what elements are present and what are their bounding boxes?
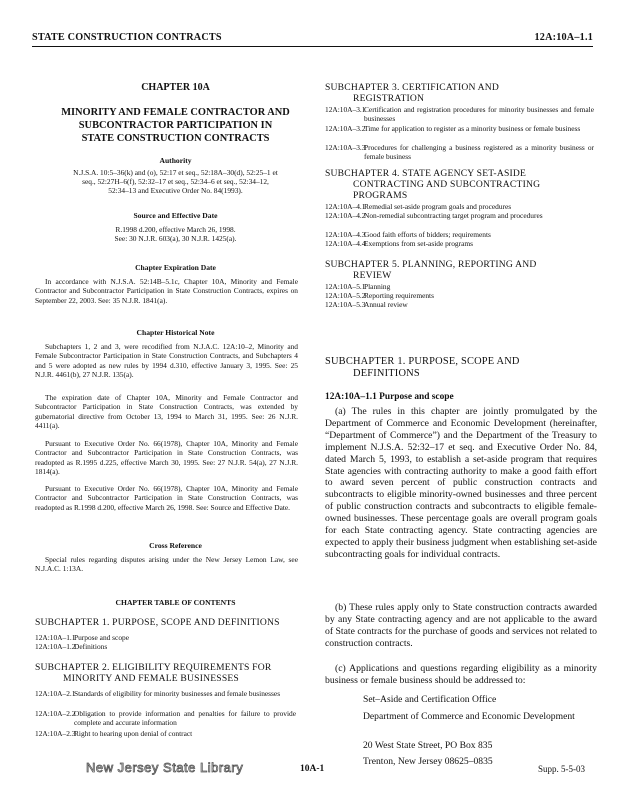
source-heading: Source and Effective Date — [133, 211, 218, 220]
authority-line-3: 52:34–13 and Executive Order No. 84(1993). — [108, 186, 243, 195]
subchapter-1-heading-line-2: DEFINITIONS — [353, 368, 420, 379]
paragraph-c: (c) Applications and questions regarding eligibility as a minority business or female business should be addressed to: — [325, 663, 597, 686]
paragraph-b: (b) These rules apply only to State construction contracts awarded by any State contracting agency and are not applicable to the award of State contracts for the purchase of goods and services not related to construction contracts. — [325, 602, 597, 649]
toc-subchapter-2-line-2: MINORITY AND FEMALE BUSINESSES — [63, 673, 239, 684]
address-line-4: Trenton, New Jersey 08625–0835 — [363, 756, 493, 767]
toc-item-number: 12A:10A–5.1 — [325, 282, 366, 291]
toc-subchapter-4-line-3: PROGRAMS — [353, 190, 408, 201]
toc-item-number: 12A:10A–2.1 — [35, 689, 76, 698]
history-paragraph-1: Subchapters 1, 2 and 3, were recodified from N.J.A.C. 12A:10–2, Minority and Female Subcontractor Participation in State Construction Contracts, and Subchapters 4 and 5 were adopted as new rules by 1994 d.310, effective January 3, 1995. See: 25 N.J.R. 4461(b), 27 N.J.R. 135(a). — [35, 342, 298, 380]
toc-item-number: 12A:10A–2.2 — [35, 709, 76, 718]
authority-heading: Authority — [159, 156, 192, 165]
cross-reference-text: Special rules regarding disputes arising under the New Jersey Lemon Law, see N.J.A.C. 1:13A. — [35, 555, 298, 574]
expiration-heading: Chapter Expiration Date — [135, 263, 216, 272]
toc-item-number: 12A:10A–3.2 — [325, 124, 366, 133]
toc-subchapter-5-line-2: REVIEW — [353, 270, 392, 281]
header-section-number: 12A:10A–1.1 — [534, 32, 593, 43]
toc-subchapter-3-line-1: SUBCHAPTER 3. CERTIFICATION AND — [325, 82, 500, 93]
toc-subchapter-1: SUBCHAPTER 1. PURPOSE, SCOPE AND DEFINITIONS — [35, 617, 280, 628]
toc-item-title: Purpose and scope — [74, 633, 130, 642]
source-line-1: R.1998 d.200, effective March 26, 1998. — [115, 225, 236, 234]
history-paragraph-3: Pursuant to Executive Order No. 66(1978), Chapter 10A, Minority and Female Contractor and Subcontractor Participation in State Construction Contracts, was readopted as R.1995 d.225, effective March 30, 1995. See: 27 N.J.R. 54(a), 27 N.J.R. 1814(a). — [35, 439, 298, 477]
toc-subchapter-2-line-1: SUBCHAPTER 2. ELIGIBILITY REQUIREMENTS FOR — [35, 662, 272, 673]
toc-item-title: Non-remedial subcontracting target program and procedures — [364, 211, 543, 220]
paragraph-a: (a) The rules in this chapter are jointly promulgated by the Department of Commerce and Economic Development (hereinafter, “Department of Commerce”) and the Department of the Treasury to implement N.J.S.A. 52:32–17 et seq. and Executive Order No. 84, dated March 5, 1993, to establish a set-aside program that requires State agencies with contracting authority to make a good faith effort to award seven percent of public construction contracts and subcontracts to eligible minority-owned businesses and three percent of public construction contracts and subcontracts to eligible female-owned businesses. These percentage goals are overall program goals for each State contracting agency. State contracting agencies are expected to apply their business judgment when establishing set-aside subcontracting goals for individual contracts. — [325, 406, 597, 560]
toc-item-number: 12A:10A–1.1 — [35, 633, 76, 642]
library-watermark: New Jersey State Library — [86, 760, 244, 775]
history-paragraph-2: The expiration date of Chapter 10A, Minority and Female Contractor and Subcontractor Participation in State Construction Contracts, was extended by gubernatorial directive from October 13, 1994 to March 31, 1995. See: 26 N.J.R. 4411(a). — [35, 393, 298, 431]
chapter-number: CHAPTER 10A — [141, 82, 210, 93]
toc-item-number: 12A:10A–4.1 — [325, 202, 366, 211]
chapter-title-line-3: STATE CONSTRUCTION CONTRACTS — [81, 133, 270, 144]
section-heading: 12A:10A–1.1 Purpose and scope — [325, 392, 454, 402]
toc-item-title: Annual review — [364, 300, 408, 309]
toc-item-number: 12A:10A–3.3 — [325, 143, 366, 152]
authority-line-1: N.J.S.A. 10:5–36(k) and (o), 52:17 et seq., 52:18A–30(d), 52:25–1 et — [73, 168, 278, 177]
toc-item-title: Procedures for challenging a business registered as a minority business or female business — [364, 143, 594, 161]
toc-item-number: 12A:10A–5.2 — [325, 291, 366, 300]
toc-item-title: Standards of eligibility for minority businesses and female businesses — [74, 689, 281, 698]
address-line-3: 20 West State Street, PO Box 835 — [363, 740, 493, 751]
running-header — [32, 30, 593, 47]
toc-item-number: 12A:10A–4.3 — [325, 230, 366, 239]
toc-item-number: 12A:10A–1.2 — [35, 642, 76, 651]
toc-subchapter-4-line-2: CONTRACTING AND SUBCONTRACTING — [353, 179, 541, 190]
toc-item-title: Exemptions from set-aside programs — [364, 239, 473, 248]
page-number: 10A-1 — [300, 764, 325, 774]
toc-item-number: 12A:10A–3.1 — [325, 105, 366, 114]
toc-item-title: Certification and registration procedures for minority businesses and female businesses — [364, 105, 594, 123]
toc-item-title: Definitions — [74, 642, 108, 651]
chapter-title-line-2: SUBCONTRACTOR PARTICIPATION IN — [78, 120, 273, 131]
toc-item-title: Reporting requirements — [364, 291, 434, 300]
history-heading: Chapter Historical Note — [136, 328, 215, 337]
toc-item-number: 12A:10A–2.3 — [35, 729, 76, 738]
toc-item-number: 12A:10A–4.2 — [325, 211, 366, 220]
history-paragraph-4: Pursuant to Executive Order No. 66(1978), Chapter 10A, Minority and Female Contractor and Subcontractor Participation in State Construction Contracts, was readopted as R.1998 d.200, effective March 26, 1998. See: Source and Effective Date. — [35, 484, 298, 512]
supplement-date: Supp. 5-5-03 — [538, 764, 585, 774]
toc-item-number: 12A:10A–4.4 — [325, 239, 366, 248]
chapter-title-line-1: MINORITY AND FEMALE CONTRACTOR AND — [61, 107, 290, 118]
toc-item-title: Planning — [364, 282, 391, 291]
toc-item-title: Good faith efforts of bidders; requirements — [364, 230, 491, 239]
toc-heading: CHAPTER TABLE OF CONTENTS — [115, 598, 236, 607]
authority-line-2: seq., 52:27H–6(f), 52:32–17 et seq., 52:34–6 et seq., 52:34–12, — [82, 177, 269, 186]
toc-subchapter-3-line-2: REGISTRATION — [353, 93, 425, 104]
toc-item-title: Obligation to provide information and penalties for failure to provide complete and accurate information — [74, 709, 296, 727]
cross-reference-heading: Cross Reference — [149, 541, 202, 550]
toc-subchapter-5-line-1: SUBCHAPTER 5. PLANNING, REPORTING AND — [325, 259, 537, 270]
source-line-2: See: 30 N.J.R. 603(a), 30 N.J.R. 1425(a). — [114, 234, 237, 243]
toc-item-title: Right to hearing upon denial of contract — [74, 729, 193, 738]
toc-item-title: Remedial set-aside program goals and procedures — [364, 202, 512, 211]
subchapter-1-heading-line-1: SUBCHAPTER 1. PURPOSE, SCOPE AND — [325, 356, 520, 367]
header-title: STATE CONSTRUCTION CONTRACTS — [32, 32, 222, 43]
address-line-1: Set–Aside and Certification Office — [363, 694, 497, 705]
toc-subchapter-4-line-1: SUBCHAPTER 4. STATE AGENCY SET-ASIDE — [325, 168, 527, 179]
toc-item-number: 12A:10A–5.3 — [325, 300, 366, 309]
expiration-text: In accordance with N.J.S.A. 52:14B–5.1c, Chapter 10A, Minority and Female Contractor and Subcontractor Participation in State Construction Contracts, expires on September 22, 2003. See: 35 N.J.R. 1841(a). — [35, 277, 298, 305]
toc-item-title: Time for application to register as a minority business or female business — [364, 124, 581, 133]
address-line-2: Department of Commerce and Economic Development — [363, 711, 575, 722]
